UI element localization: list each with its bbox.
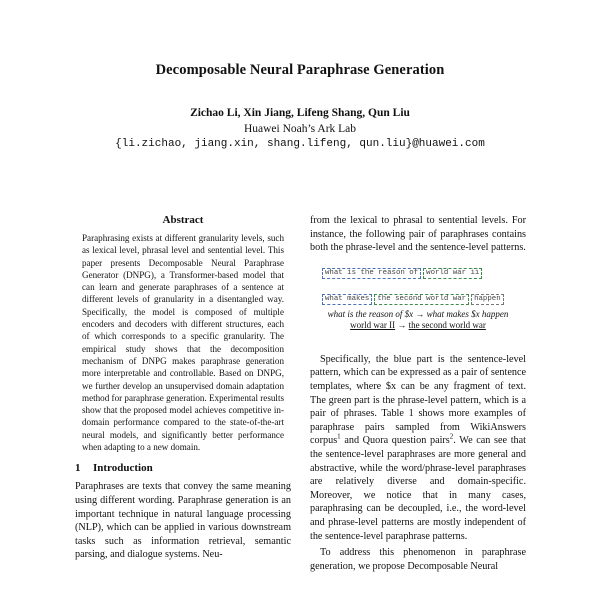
- abstract-heading: Abstract: [162, 214, 204, 226]
- caption-arrow: →: [395, 319, 409, 330]
- footnote-marker-2: 2: [449, 432, 454, 441]
- figure-caption: [310, 309, 526, 331]
- figure-row-source: [322, 268, 484, 279]
- right-column: [310, 214, 526, 573]
- paper-authors: Zichao Li, Xin Jiang, Lifeng Shang, Qun Liu: [190, 107, 410, 119]
- continued-paragraph: from the lexical to phrasal to sentential levels. For instance, the following pair of paraphrases contains both the phrase-level and the sentence-level patterns.: [310, 215, 526, 254]
- abstract-text: Paraphrasing exists at different granularity levels, such as lexical level, phrasal level and sentential level. This paper presents Decomposable Neural Paraphrase Generator (DNPG), a Transformer-based model that can learn and generate paraphrases of a sentence at different levels of granularity in a disentangled way. Specifically, the model is composed of multiple encoders and decoders with different structures, each of which corresponds to a specific granularity. The empirical study shows that the decomposition mechanism of DNPG makes paraphrase generation more interpretable and controllable. Based on DNPG, we further develop an unsupervised domain adaptation method for paraphrase generation. Experimental results show that the proposed model achieves competitive in-domain performance compared to the state-of-the-art neural models, and significantly better performance when adapting to a new domain.: [82, 233, 285, 453]
- footnote-marker-1: 1: [337, 432, 341, 441]
- explanation-part3: . We can see that the sentence-level paraphrases are more general and abstractive, while the word/phrase-level paraphrases are relatively diverse and domain-specific. Moreover, we notice that in many cases, paraphrasing can be decoupled, i.e., the word-level and phrase-level patterns are mostly independent of the sentence-level paraphrase patterns.: [310, 435, 526, 542]
- paper-affiliation: Huawei Noah’s Ark Lab: [243, 123, 357, 135]
- explanation-paragraph: [310, 353, 526, 543]
- explanation-part2: and Quora question pairs: [340, 435, 450, 447]
- explanation-part1: Specifically, the blue part is the sentence-level pattern, which can be expressed as a pair of sentence templates, where $x can be any fragment of text. The green part is the phrase-level pattern, which is a pair of phrases. Table 1 shows more examples of paraphrase pairs sampled from WikiAnswers corpus: [310, 353, 526, 447]
- figure-sentence-pattern-target-a: what makes: [322, 294, 372, 305]
- paper-title: Decomposable Neural Paraphrase Generation: [155, 62, 445, 78]
- figure-caption-line1: what is the reason of $x → what makes $x happen: [327, 308, 509, 319]
- caption-phrase-b: the second world war: [408, 319, 486, 330]
- figure-caption-line2: [310, 320, 526, 331]
- figure-row-target: [322, 294, 506, 305]
- intro-section-number: 1: [75, 462, 81, 475]
- left-column: [75, 214, 291, 562]
- figure-sentence-pattern-target-b: happen: [471, 294, 504, 305]
- proposal-paragraph: To address this phenomenon in paraphrase generation, we propose Decomposable Neural: [310, 547, 526, 572]
- paper-email: {li.zichao, jiang.xin, shang.lifeng, qun.liu}@huawei.com: [115, 138, 485, 150]
- paraphrase-figure: [322, 264, 516, 308]
- figure-phrase-pattern-target: the second world war: [374, 294, 469, 305]
- figure-sentence-pattern-source: what is the reason of: [322, 268, 421, 279]
- intro-paragraph: Paraphrases are texts that convey the same meaning using different wording. Paraphrase generation is an important technique in natural language processing (NLP), which can be applied in various downstream tasks such as information retrieval, semantic parsing, and dialogue systems. Neu-: [75, 481, 291, 561]
- intro-section-title: Introduction: [93, 462, 153, 475]
- intro-heading: [75, 462, 291, 474]
- caption-phrase-a: world war II: [350, 319, 396, 330]
- figure-phrase-pattern-source: world war ii: [423, 268, 482, 279]
